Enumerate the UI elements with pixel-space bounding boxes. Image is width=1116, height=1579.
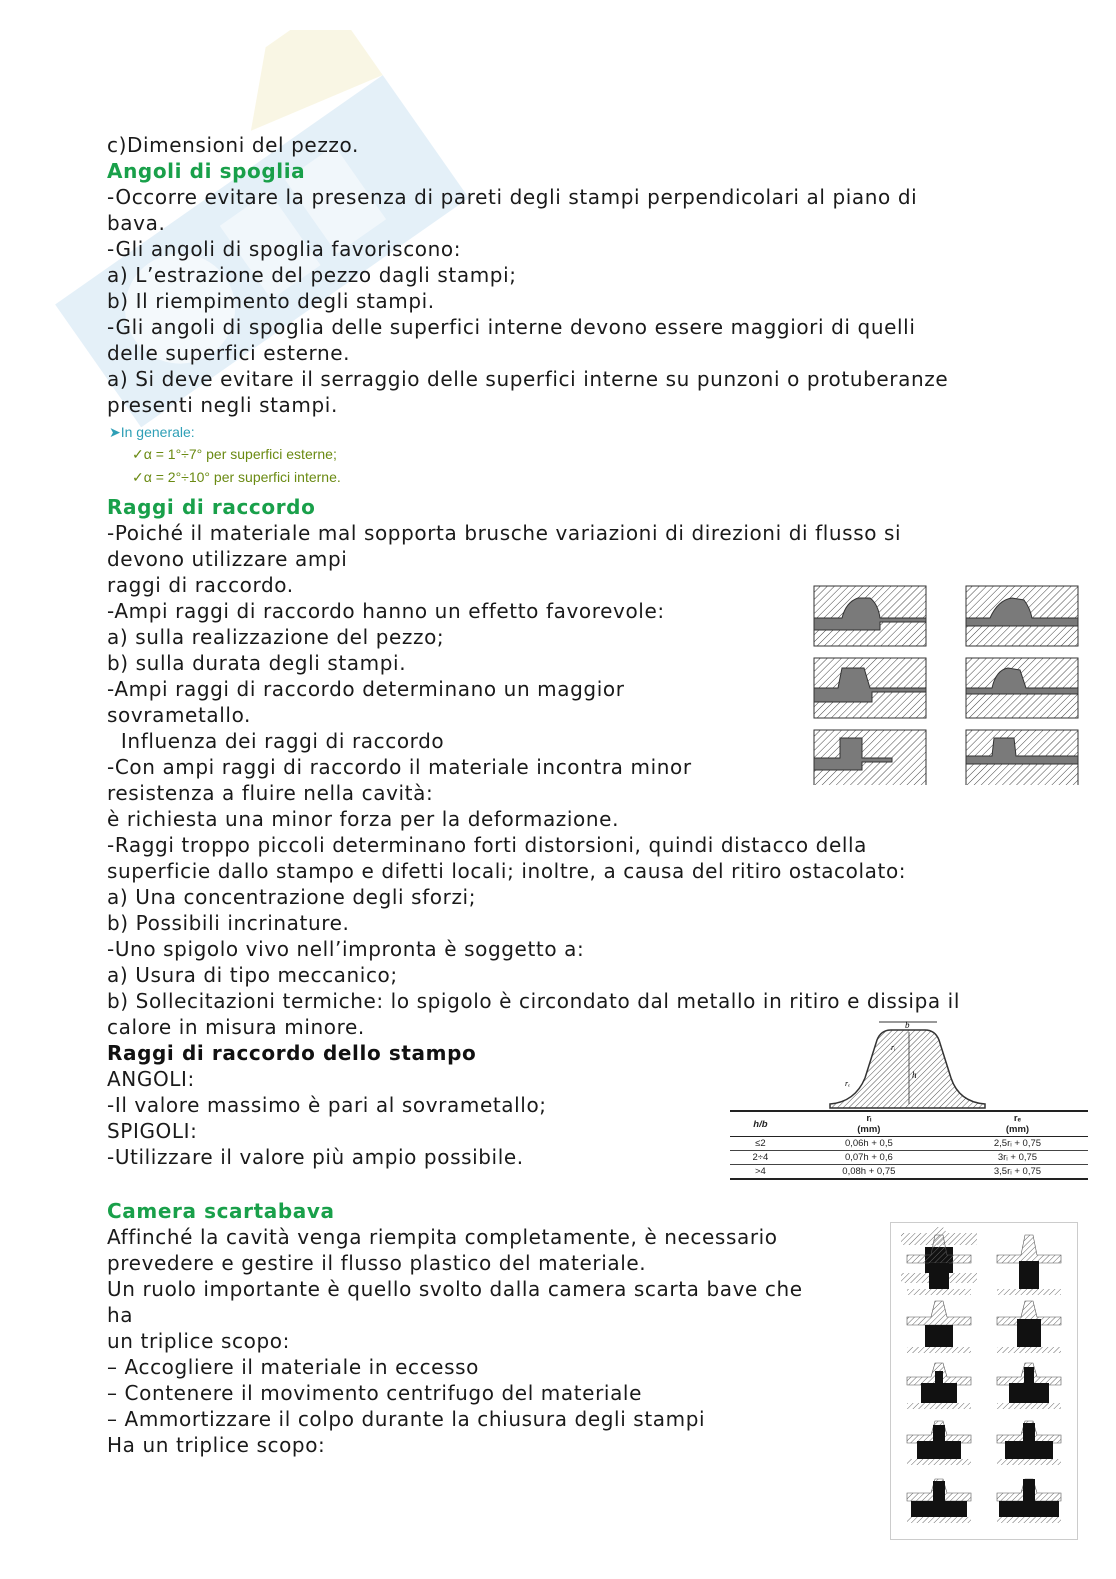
label-ri: rᵢ (891, 1043, 896, 1052)
text-line: a) Si deve evitare il serraggio delle superfici interne su punzoni o protuberanze (107, 367, 949, 391)
text-line: -Il valore massimo è pari al sovrametallo; (107, 1093, 547, 1117)
label-h: h (912, 1070, 917, 1080)
label-re: rₑ (845, 1079, 851, 1088)
note-superfici-esterne: ✓α = 1°÷7° per superfici esterne; (132, 446, 337, 462)
text-line: resistenza a fluire nella cavità: (107, 781, 434, 805)
raccordo-dies-figure (812, 580, 1082, 785)
stampo-profile-figure (825, 1018, 995, 1110)
text-line: bava. (107, 211, 166, 235)
text-line: -Gli angoli di spoglia delle superfici interne devono essere maggiori di quelli (107, 315, 916, 339)
text-line: -Occorre evitare la presenza di pareti degli stampi perpendicolari al piano di (107, 185, 918, 209)
text-line: -Gli angoli di spoglia favoriscono: (107, 237, 462, 261)
text-line: – Accogliere il materiale in eccesso (107, 1355, 479, 1379)
text-line: superficie dallo stampo e difetti locali; inoltre, a causa del ritiro ostacolato: (107, 859, 907, 883)
text-line: -Utilizzare il valore più ampio possibile. (107, 1145, 524, 1169)
text-line: c)Dimensioni del pezzo. (107, 133, 359, 157)
text-line: presenti negli stampi. (107, 393, 338, 417)
text-line: b) Il riempimento degli stampi. (107, 289, 435, 313)
text-line: -Poiché il materiale mal sopporta brusche variazioni di direzioni di flusso si (107, 521, 902, 545)
text-line: – Contenere il movimento centrifugo del materiale (107, 1381, 642, 1405)
heading-raggi-stampo: Raggi di raccordo dello stampo (107, 1041, 477, 1065)
text-line: b) Sollecitazioni termiche: lo spigolo è circondato dal metallo in ritiro e dissipa il (107, 989, 960, 1013)
text-line: b) Possibili incrinature. (107, 911, 350, 935)
text-line: -Ampi raggi di raccordo hanno un effetto favorevole: (107, 599, 665, 623)
text-line: è richiesta una minor forza per la deformazione. (107, 807, 620, 831)
text-line: prevedere e gestire il flusso plastico del materiale. (107, 1251, 647, 1275)
note-superfici-interne: ✓α = 2°÷10° per superfici interne. (132, 469, 341, 485)
text-line: delle superfici esterne. (107, 341, 351, 365)
note-in-generale: ➤In generale: (109, 424, 195, 440)
table-header: rₑ (mm) (1005, 1113, 1030, 1135)
text-line: SPIGOLI: (107, 1119, 198, 1143)
text-line: -Uno spigolo vivo nell’impronta è soggetto a: (107, 937, 585, 961)
text-line: a) sulla realizzazione del pezzo; (107, 625, 445, 649)
text-line: Un ruolo importante è quello svolto dalla camera scarta bave che (107, 1277, 803, 1301)
text-line: a) L’estrazione del pezzo dagli stampi; (107, 263, 517, 287)
text-line: -Raggi troppo piccoli determinano forti distorsioni, quindi distacco della (107, 833, 868, 857)
text-line: Ha un triplice scopo: (107, 1433, 326, 1457)
table-row: 2÷4 0,07h + 0,6 3rᵢ + 0,75 (730, 1151, 1088, 1165)
text-line: a) Usura di tipo meccanico; (107, 963, 398, 987)
heading-raggi-di-raccordo: Raggi di raccordo (107, 495, 316, 519)
label-b: b (905, 1020, 910, 1030)
text-line: devono utilizzare ampi (107, 547, 348, 571)
text-line: – Ammortizzare il colpo durante la chiusura degli stampi (107, 1407, 706, 1431)
text-line: raggi di raccordo. (107, 573, 294, 597)
text-line: sovrametallo. (107, 703, 252, 727)
raggi-table (730, 1110, 1088, 1180)
text-line: Influenza dei raggi di raccordo (107, 729, 445, 753)
text-line: -Ampi raggi di raccordo determinano un maggior (107, 677, 625, 701)
text-line: ANGOLI: (107, 1067, 195, 1091)
heading-angoli-di-spoglia: Angoli di spoglia (107, 159, 306, 183)
text-line: un triplice scopo: (107, 1329, 290, 1353)
text-line: a) Una concentrazione degli sforzi; (107, 885, 477, 909)
table-header: rᵢ (mm) (857, 1113, 881, 1135)
text-line: -Con ampi raggi di raccordo il materiale incontra minor (107, 755, 692, 779)
heading-camera-scartabava: Camera scartabava (107, 1199, 335, 1223)
text-line: b) sulla durata degli stampi. (107, 651, 407, 675)
scartabava-figure (890, 1222, 1078, 1540)
table-row: >4 0,08h + 0,75 3,5rᵢ + 0,75 (754, 1166, 1042, 1177)
text-line: calore in misura minore. (107, 1015, 365, 1039)
table-header: h/b (753, 1118, 768, 1130)
text-line: ha (107, 1303, 134, 1327)
table-row: ≤2 0,06h + 0,5 2,5rᵢ + 0,75 (730, 1137, 1088, 1151)
text-line: Affinché la cavità venga riempita completamente, è necessario (107, 1225, 778, 1249)
